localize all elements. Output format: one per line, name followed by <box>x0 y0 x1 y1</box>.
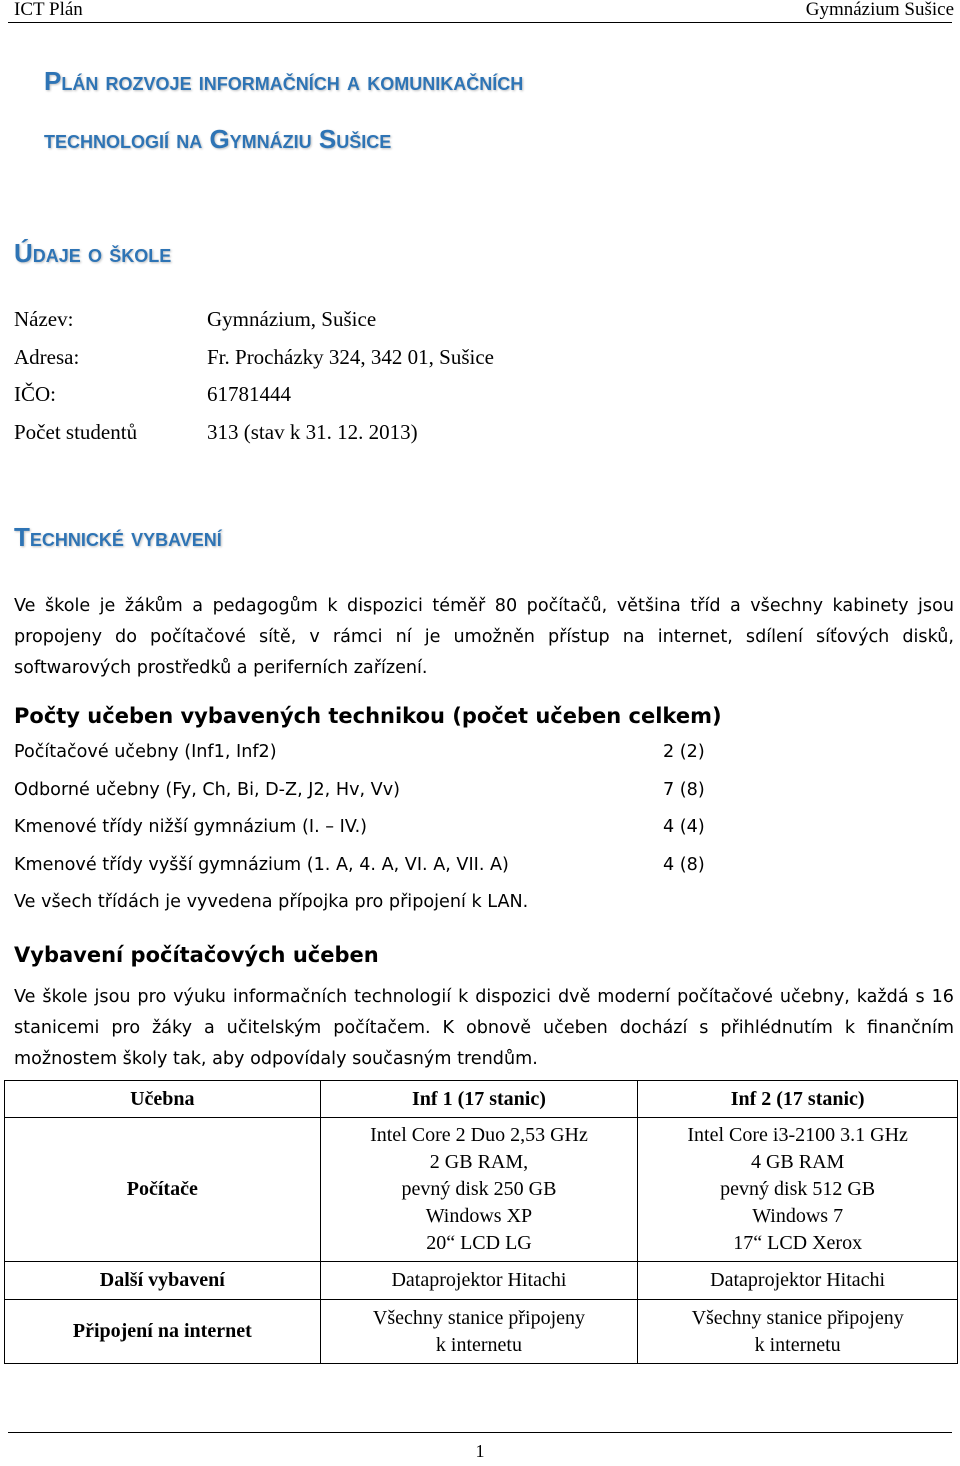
count-value: 7 (8) <box>663 779 705 800</box>
info-value: Fr. Procházky 324, 342 01, Sušice <box>207 344 494 369</box>
info-label: Počet studentů <box>14 419 138 444</box>
cell-line: Všechny stanice připojeny <box>372 1306 586 1329</box>
table-cell-inf1-other: Dataprojektor Hitachi <box>320 1262 638 1300</box>
document-title-line-1: Plán rozvoje informačních a komunikačních <box>44 66 524 96</box>
technical-intro-paragraph: Ve škole je žákům a pedagogům k dispozici téměř 80 počítačů, většina tříd a všechny kabinety jsou propojeny do počítačové sítě, v rámci ní je umožněn přístup na internet, sdílení síťových disků, softwarových prostředků a periferních zařízení. <box>14 596 954 678</box>
page-number: 1 <box>475 1441 485 1461</box>
header-right-text: Gymnázium Sušice <box>805 0 954 20</box>
document-title <box>44 52 944 168</box>
info-value: 313 (stav k 31. 12. 2013) <box>207 419 418 444</box>
table-header-cell: Učebna <box>5 1081 321 1118</box>
info-label: Název: <box>14 307 74 331</box>
table-cell-inf1-internet <box>320 1300 638 1364</box>
count-value: 2 (2) <box>663 742 705 762</box>
table-cell-inf1-computers <box>320 1118 638 1262</box>
table-row-label: Počítače <box>5 1118 321 1262</box>
table-cell-inf2-computers <box>638 1118 958 1262</box>
cell-line: 2 GB RAM, <box>429 1151 529 1173</box>
info-label: IČO: <box>14 382 56 406</box>
cell-line: 20“ LCD LG <box>426 1232 532 1254</box>
count-label: Kmenové třídy nižší gymnázium (I. – IV.) <box>14 817 368 837</box>
count-value: 4 (8) <box>663 854 705 875</box>
count-label: Počítačové učebny (Inf1, Inf2) <box>14 742 277 762</box>
table-cell-inf2-internet <box>638 1300 958 1364</box>
table-cell-inf2-other: Dataprojektor Hitachi <box>638 1262 958 1300</box>
document-title-line-2: technologií na Gymnáziu Sušice <box>44 124 392 154</box>
equipment-table <box>4 1080 958 1364</box>
info-label: Adresa: <box>14 344 80 369</box>
footer-rule <box>8 1432 952 1433</box>
cell-line: Intel Core i3-2100 3.1 GHz <box>687 1124 908 1146</box>
table-row-other-equipment <box>5 1262 958 1300</box>
table-row-label: Připojení na internet <box>5 1300 321 1364</box>
count-label: Odborné učebny (Fy, Ch, Bi, D-Z, J2, Hv, Vv) <box>14 779 400 800</box>
count-label: Kmenové třídy vyšší gymnázium (1. A, 4. A, VI. A, VII. A) <box>14 854 509 875</box>
header-left-text: ICT Plán <box>14 0 83 20</box>
computer-labs-heading: Vybavení počítačových učeben <box>14 943 379 967</box>
info-value: 61781444 <box>207 382 291 406</box>
computer-labs-paragraph: Ve škole jsou pro výuku informačních technologií k dispozici dvě moderní počítačové učebny, každá s 16 stanicemi pro žáky a učitelským počítačem. K obnově učeben dochází s přihlédnutím k finančním možnostem školy tak, aby odpovídaly současným trendům. <box>14 987 954 1069</box>
page-header <box>0 0 960 22</box>
cell-line: 4 GB RAM <box>750 1151 845 1173</box>
cell-line: 17“ LCD Xerox <box>733 1232 863 1254</box>
cell-line: pevný disk 512 GB <box>720 1178 876 1200</box>
technical-equipment-heading: Technické vybavení <box>14 522 222 552</box>
table-header-cell: Inf 1 (17 stanic) <box>320 1081 638 1118</box>
table-row-computers <box>5 1118 958 1262</box>
cell-line: Intel Core 2 Duo 2,53 GHz <box>370 1124 588 1146</box>
info-value: Gymnázium, Sušice <box>207 307 377 331</box>
table-row-label: Další vybavení <box>5 1262 321 1300</box>
equipment-table-header-row <box>5 1081 958 1118</box>
cell-line: Všechny stanice připojeny <box>691 1306 904 1329</box>
count-value: 4 (4) <box>663 817 705 837</box>
cell-line: k internetu <box>435 1333 522 1356</box>
table-header-cell: Inf 2 (17 stanic) <box>638 1081 958 1118</box>
classroom-counts-heading: Počty učeben vybavených technikou (počet učeben celkem) <box>14 704 722 728</box>
cell-line: pevný disk 250 GB <box>401 1178 557 1200</box>
cell-line: Windows 7 <box>752 1205 844 1227</box>
lan-note: Ve všech třídách je vyvedena přípojka pro připojení k LAN. <box>14 892 529 912</box>
school-info-heading: Údaje o škole <box>14 238 172 268</box>
cell-line: k internetu <box>754 1333 841 1356</box>
header-rule <box>8 22 952 23</box>
table-row-internet <box>5 1300 958 1364</box>
cell-line: Windows XP <box>425 1205 533 1227</box>
